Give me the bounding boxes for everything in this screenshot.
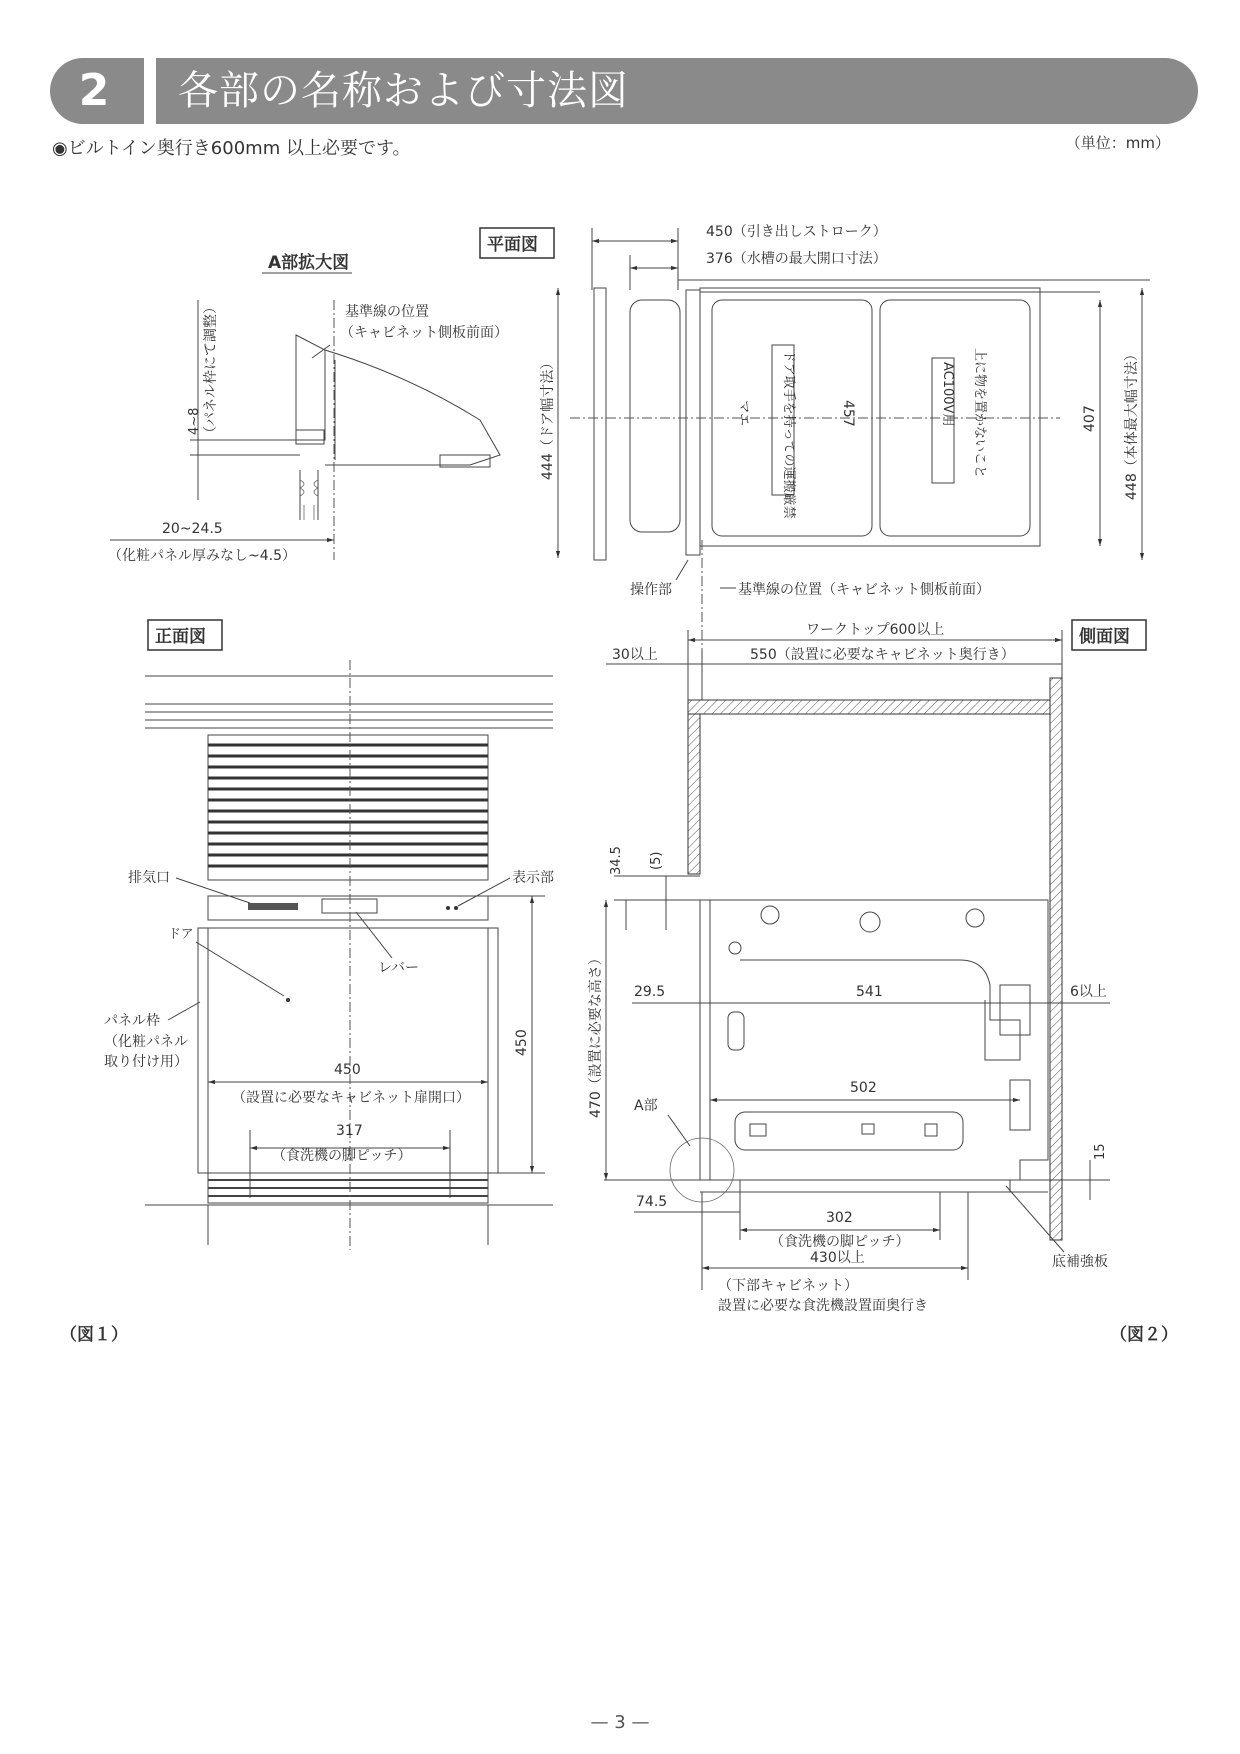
plan-view: [480, 223, 1150, 650]
side-dim-29-5: 29.5: [634, 984, 666, 1000]
front-door-label: ドア: [168, 927, 194, 942]
detail-a-adjust-dim: 4~8: [187, 407, 202, 435]
section-title: 各部の名称および寸法図: [178, 68, 629, 114]
front-lever-label: レバー: [378, 960, 420, 976]
side-bottom-dim: 430以上: [810, 1250, 865, 1266]
side-reinforce-label: 底補強板: [1052, 1254, 1108, 1270]
depth-note: ◉ビルトイン奥行き600mm 以上必要です。: [52, 138, 411, 159]
plan-baseline-label: 基準線の位置（キャビネット側板前面）: [738, 582, 990, 598]
side-dim-6: 6以上: [1070, 984, 1107, 1000]
plan-tank-dim: 376（水槽の最大開口寸法）: [706, 251, 887, 267]
figure-1-label: （図１）: [60, 1325, 128, 1345]
side-worktop-dim: ワークトップ600以上: [806, 622, 945, 638]
side-height-dim: 470（設置に必要な高さ）: [588, 951, 604, 1118]
side-bottom-note-1: （下部キャビネット）: [718, 1278, 858, 1294]
detail-a-thickness-note: （化粧パネル厚みなし~4.5）: [108, 548, 296, 564]
side-dim-15: 15: [1093, 1143, 1108, 1160]
front-frame-label-2: （化粧パネル: [104, 1034, 188, 1050]
detail-a-adjust-label: （パネル枠にて調整）: [203, 300, 219, 440]
front-height-dim: 450: [514, 1029, 530, 1056]
plan-view-title: 平面図: [487, 235, 538, 255]
side-dim-74-5: 74.5: [636, 1194, 668, 1210]
front-view: [104, 620, 554, 1250]
plan-label-transport: ドア取手を持っての運搬厳禁: [781, 350, 796, 519]
front-pitch-dim: 317: [336, 1123, 363, 1139]
front-width-note: （設置に必要なキャビネット扉開口）: [232, 1090, 470, 1106]
plan-label-ac: AC100V用: [940, 362, 955, 427]
side-bottom-note-2: 設置に必要な食洗機設置面奥行き: [718, 1298, 928, 1314]
front-width-dim: 450: [334, 1062, 361, 1078]
side-view: [587, 620, 1146, 1314]
detail-a-thickness-dim: 20~24.5: [162, 521, 223, 537]
plan-label-top: 上に物を置かないこと: [972, 348, 987, 479]
detail-a-baseline-2: （キャビネット側板前面）: [340, 325, 508, 341]
front-frame-label-3: 取り付け用）: [104, 1054, 188, 1070]
plan-controls-label: 操作部: [630, 582, 672, 598]
side-pitch-note: （食洗機の脚ピッチ）: [770, 1234, 910, 1250]
detail-a-title: A部拡大図: [268, 253, 350, 273]
side-pitch-dim: 302: [826, 1210, 853, 1226]
plan-label-num: 457: [840, 400, 856, 427]
front-frame-label-1: パネル枠: [104, 1013, 160, 1029]
plan-stroke-dim: 450（引き出しストローク）: [706, 224, 887, 240]
detail-a-baseline-1: 基準線の位置: [345, 304, 429, 320]
unit-label: （単位：mm）: [1065, 134, 1170, 152]
side-view-title: 側面図: [1079, 627, 1130, 647]
plan-inner-width: 407: [1082, 405, 1098, 432]
front-pitch-note: （食洗機の脚ピッチ）: [272, 1148, 412, 1164]
figure-2-label: （図２）: [1110, 1325, 1178, 1345]
section-number: 2: [78, 65, 110, 116]
front-exhaust-label: 排気口: [128, 870, 170, 886]
side-dim-541: 541: [856, 984, 883, 1000]
plan-label-mark: マエ: [736, 400, 751, 427]
plan-door-width: 444（ドア幅寸法）: [540, 355, 556, 480]
plan-max-width: 448（本体最大幅寸法）: [1124, 347, 1140, 500]
side-dim-34-5: 34.5: [609, 846, 624, 875]
front-view-title: 正面図: [155, 627, 206, 647]
detail-a: [108, 252, 508, 564]
page-number: — 3 —: [590, 1712, 650, 1733]
side-part-a: A部: [634, 1098, 658, 1114]
side-depth-dim: 550（設置に必要なキャビネット奥行き）: [750, 647, 1015, 663]
side-front-dim: 30以上: [612, 647, 658, 663]
front-display-label: 表示部: [512, 870, 554, 886]
side-dim-502: 502: [850, 1080, 877, 1096]
side-dim-5: (5): [649, 851, 664, 870]
